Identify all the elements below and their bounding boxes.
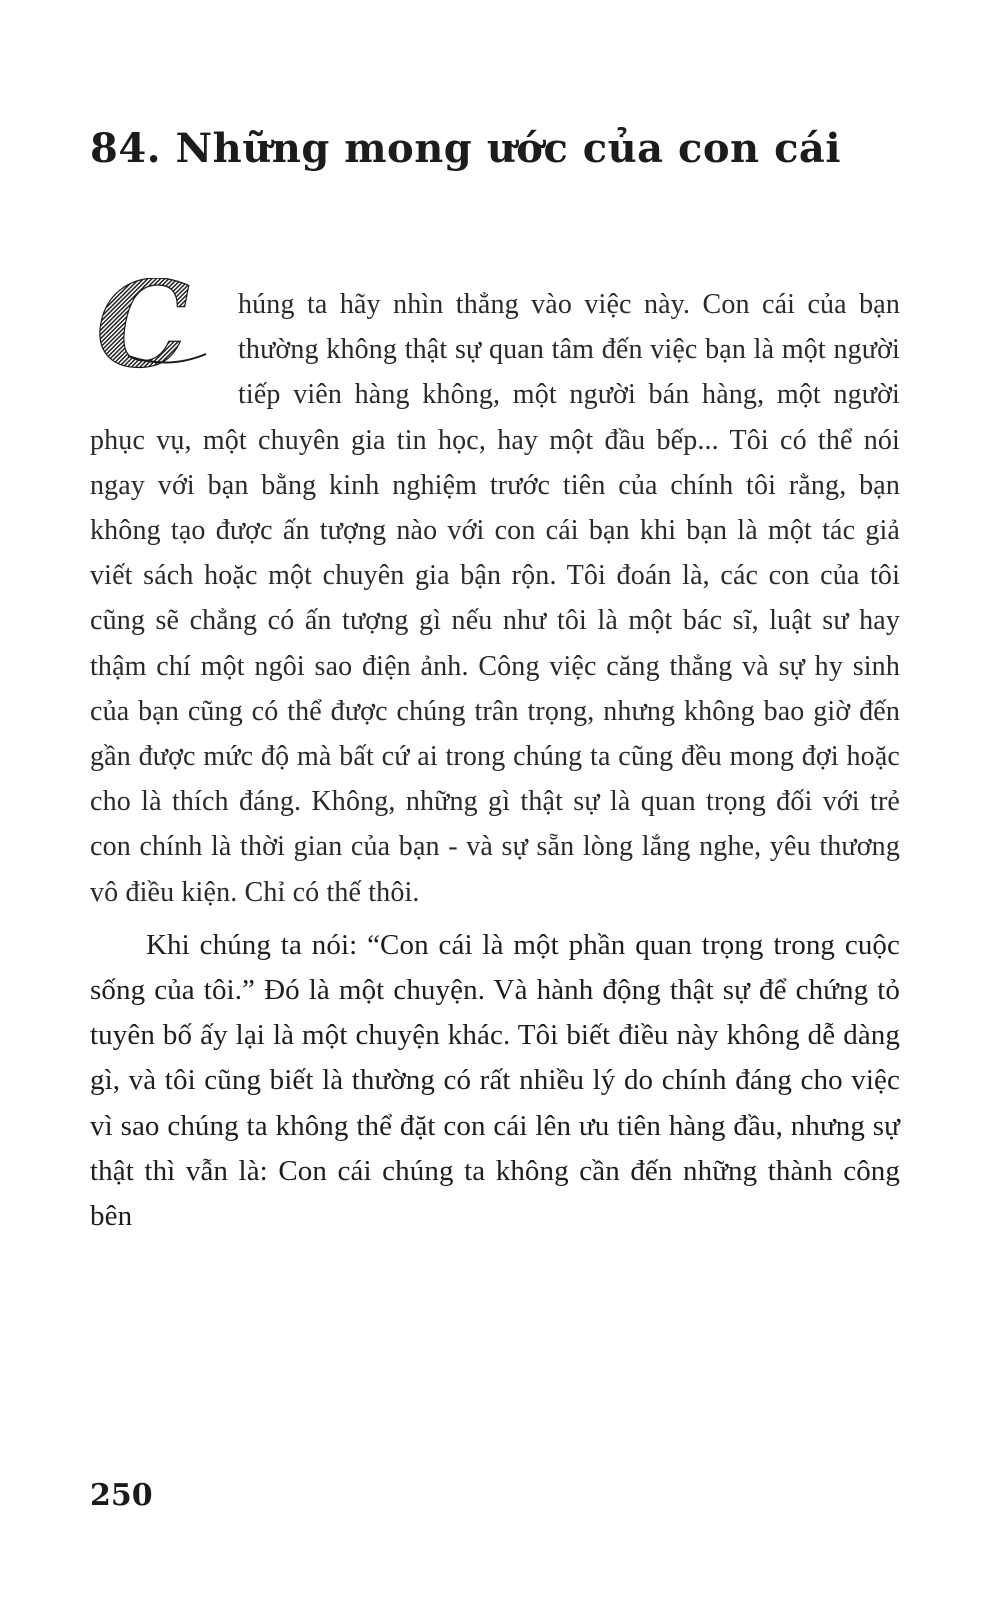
drop-cap (88, 278, 238, 374)
paragraph-first-text: húng ta hãy nhìn thẳng vào việc này. Con cái của bạn thường không thật sự quan tâm đến việc bạn là một người tiếp viên hàng không, một người bán hàng, một người phục vụ, một chuyên gia tin học, hay một đầu bếp... Tôi có thể nói ngay với bạn bằng kinh nghiệm trước tiên của chính tôi rằng, bạn không tạo được ấn tượng nào với con cái bạn khi bạn là một tác giả viết sách hoặc một chuyên gia bận rộn. Tôi đoán là, các con của tôi cũng sẽ chẳng có ấn tượng gì nếu như tôi là một bác sĩ, luật sư hay thậm chí một ngôi sao điện ảnh. Công việc căng thẳng và sự hy sinh của bạn cũng có thể được chúng trân trọng, nhưng không bao giờ đến gần được mức độ mà bất cứ ai trong chúng ta cũng đều mong đợi hoặc cho là thích đáng. Không, những gì thật sự là quan trọng đối với trẻ con chính là thời gian của bạn - và sự sẵn lòng lắng nghe, yêu thương vô điều kiện. Chỉ có thế thôi. (90, 289, 900, 908)
paragraph-first (90, 278, 900, 915)
drop-cap-graphic (88, 278, 238, 374)
book-page (90, 0, 900, 1600)
paragraph-second: Khi chúng ta nói: “Con cái là một phần quan trọng trong cuộc sống của tôi.” Đó là một chuyện. Và hành động thật sự để chứng tỏ tuyên bố ấy lại là một chuyện khác. Tôi biết điều này không dễ dàng gì, và tôi cũng biết là thường có rất nhiều lý do chính đáng cho việc vì sao chúng ta không thể đặt con cái lên ưu tiên hàng đầu, nhưng sự thật thì vẫn là: Con cái chúng ta không cần đến những thành công bên (90, 928, 900, 1233)
chapter-title: 84. Những mong ước của con cái (90, 125, 842, 172)
page-number: 250 (90, 1478, 153, 1513)
body-text (90, 278, 900, 1239)
drop-cap-letter: C (96, 278, 191, 374)
